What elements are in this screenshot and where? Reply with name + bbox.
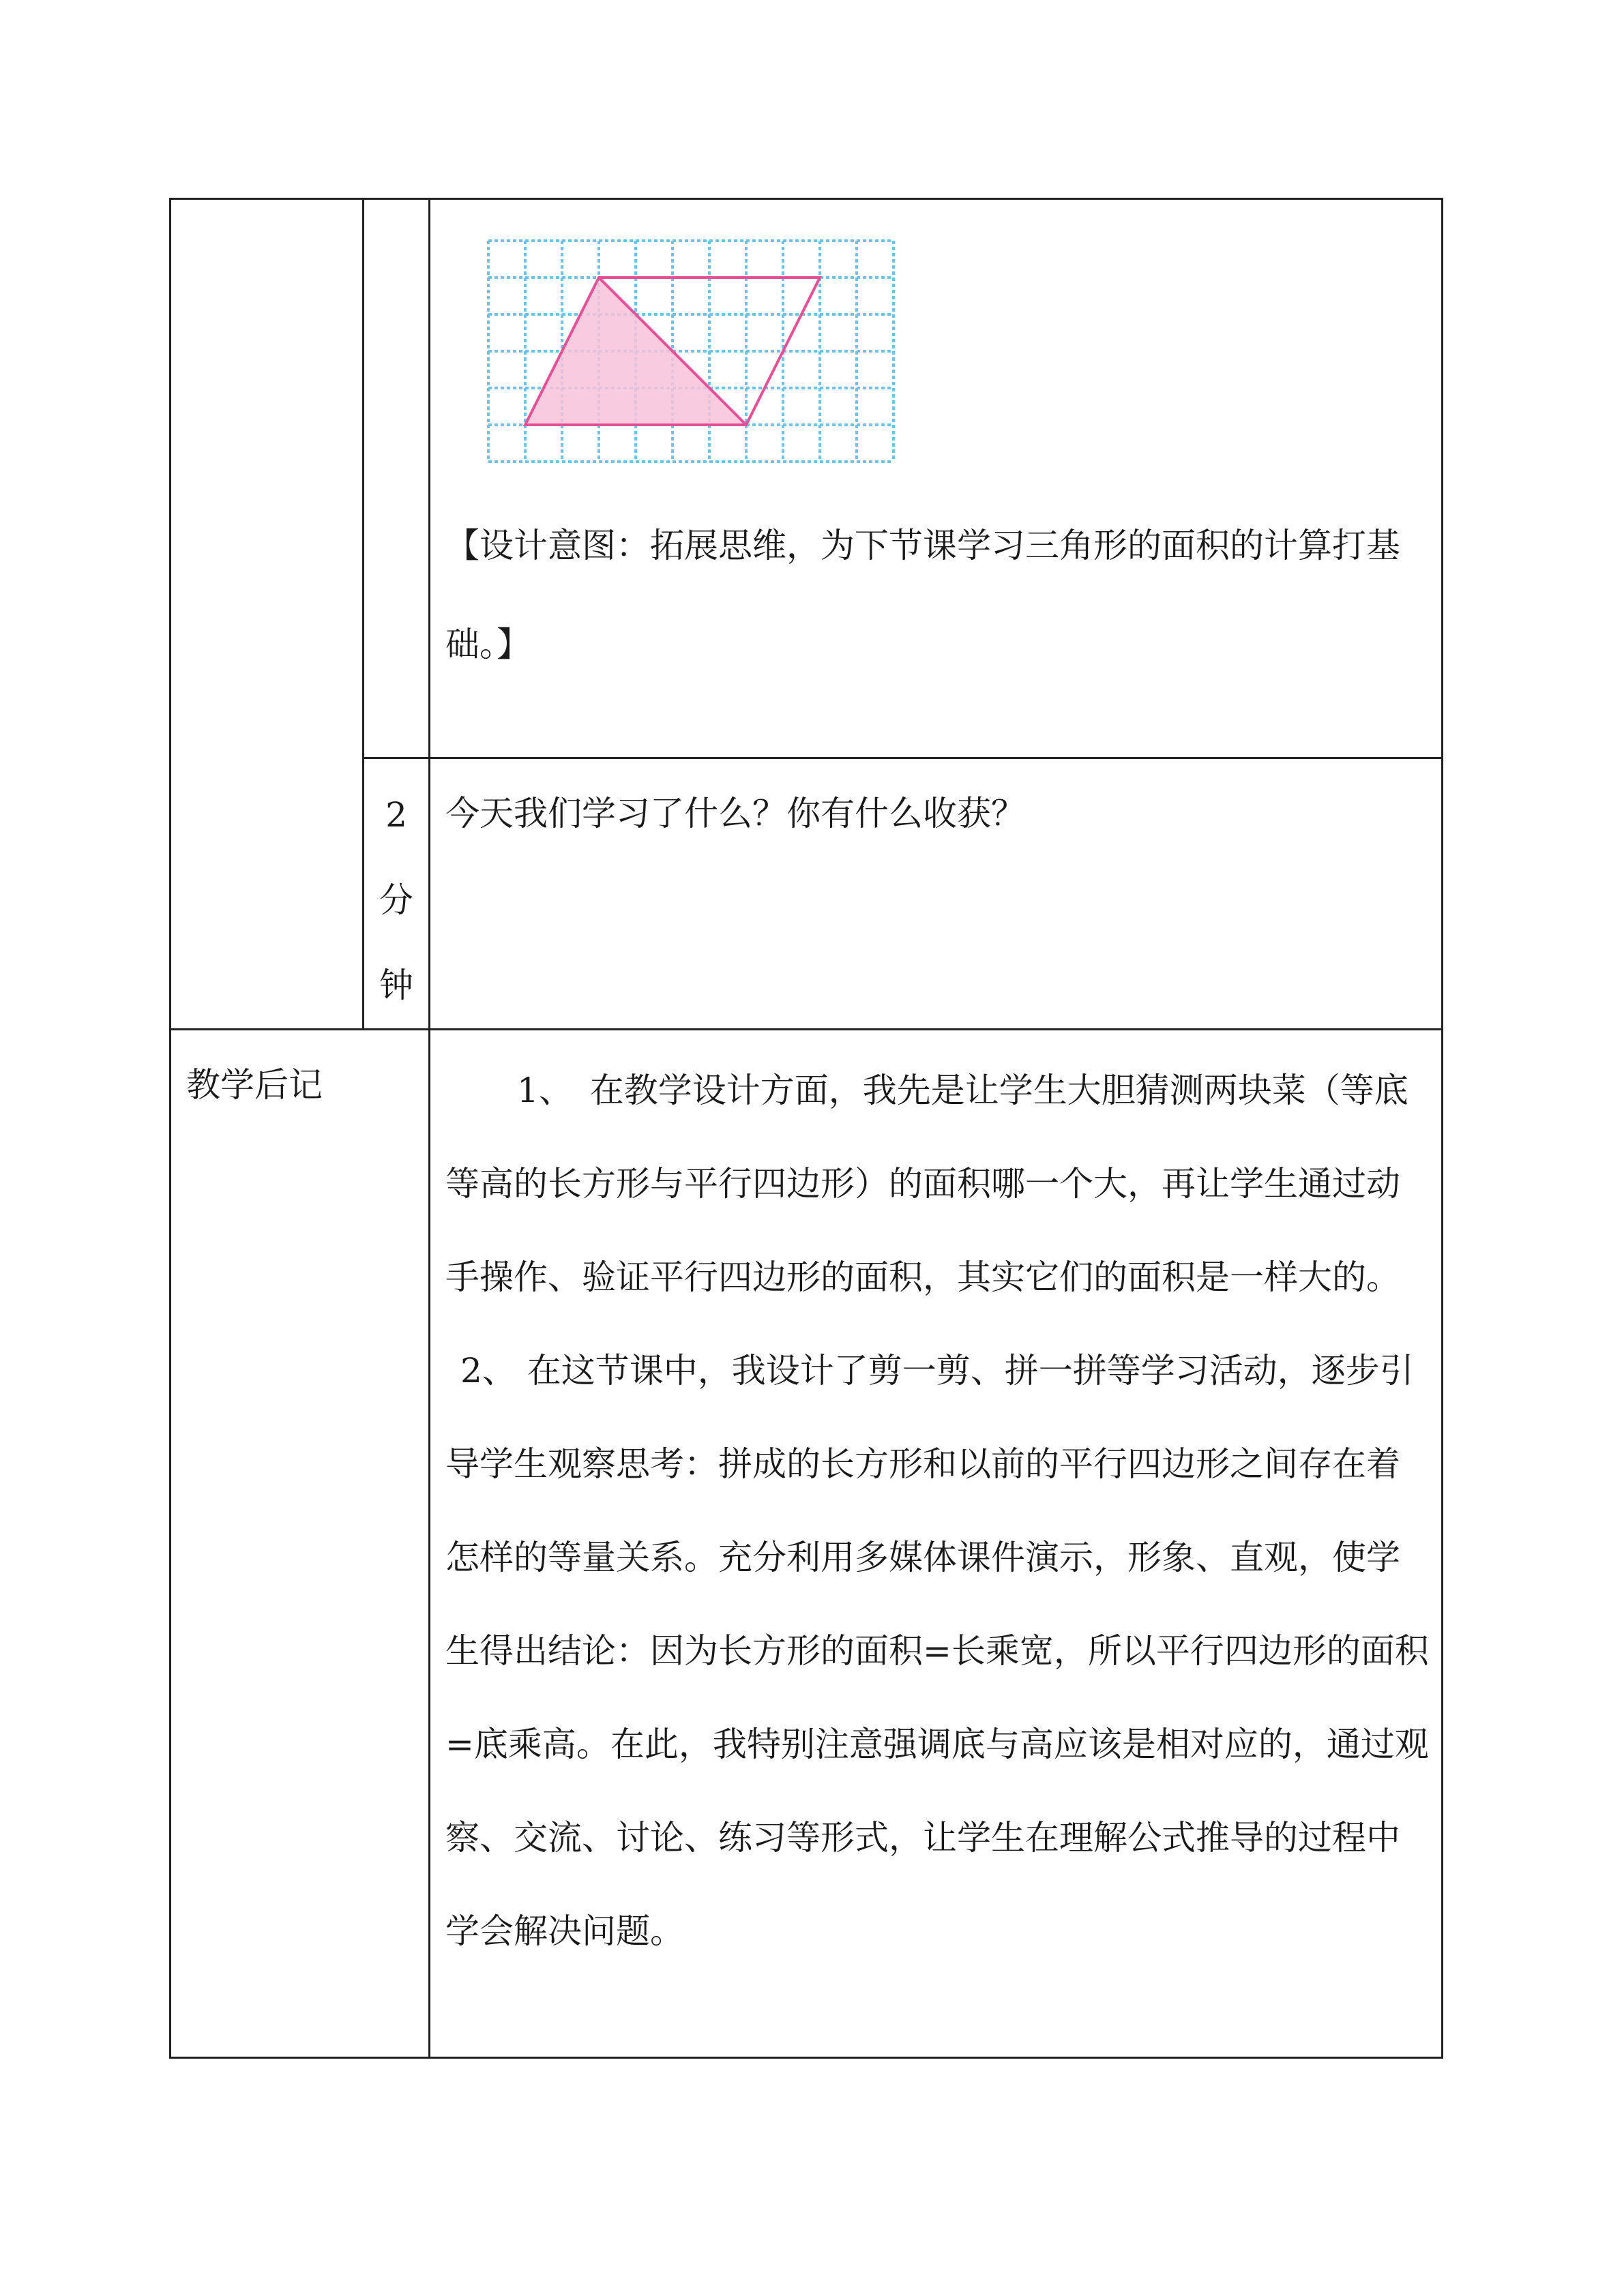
figure-cell: [430, 199, 1443, 758]
reflection-label: 教学后记: [171, 1030, 430, 2058]
empty-time-cell: [364, 199, 430, 758]
time-unit-zhong: 钟: [379, 966, 413, 1005]
time-cell: [364, 758, 430, 1030]
design-intent-text: 【设计意图：拓展思维，为下节课学习三角形的面积的计算打基础。】: [445, 526, 1400, 664]
reflection-body: [430, 1030, 1443, 2058]
reflection-paragraph-2: 2、 在这节课中，我设计了剪一剪、拼一拼等学习活动，逐步引导学生观察思考：拼成的长方形和以前的平行四边形之间存在着怎样的等量关系。充分利用多媒体课件演示，形象、直观，使学生得出结论：因为长方形的面积=长乘宽，所以平行四边形的面积=底乘高。在此，我特别注意强调底与高应该是相对应的，通过观察、交流、讨论、练习等形式，让学生在理解公式推导的过程中学会解决问题。: [445, 1351, 1429, 1951]
lesson-table: [169, 198, 1443, 2059]
table-row-reflection: [171, 1030, 1443, 2058]
time-unit-fen: 分: [379, 880, 413, 920]
summary-cell: [430, 758, 1443, 1030]
empty-label-cell: [171, 199, 364, 1030]
reflection-paragraph-1: 1、 在教学设计方面，我先是让学生大胆猜测两块菜（等底等高的长方形与平行四边形）的面积哪一个大，再让学生通过动手操作、验证平行四边形的面积，其实它们的面积是一样大的。: [445, 1071, 1408, 1297]
parallelogram-grid-diagram: [485, 237, 908, 476]
summary-question: 今天我们学习了什么？你有什么收获？: [445, 794, 1025, 833]
time-digit: 2: [385, 795, 407, 835]
table-row-figure: [171, 199, 1443, 758]
